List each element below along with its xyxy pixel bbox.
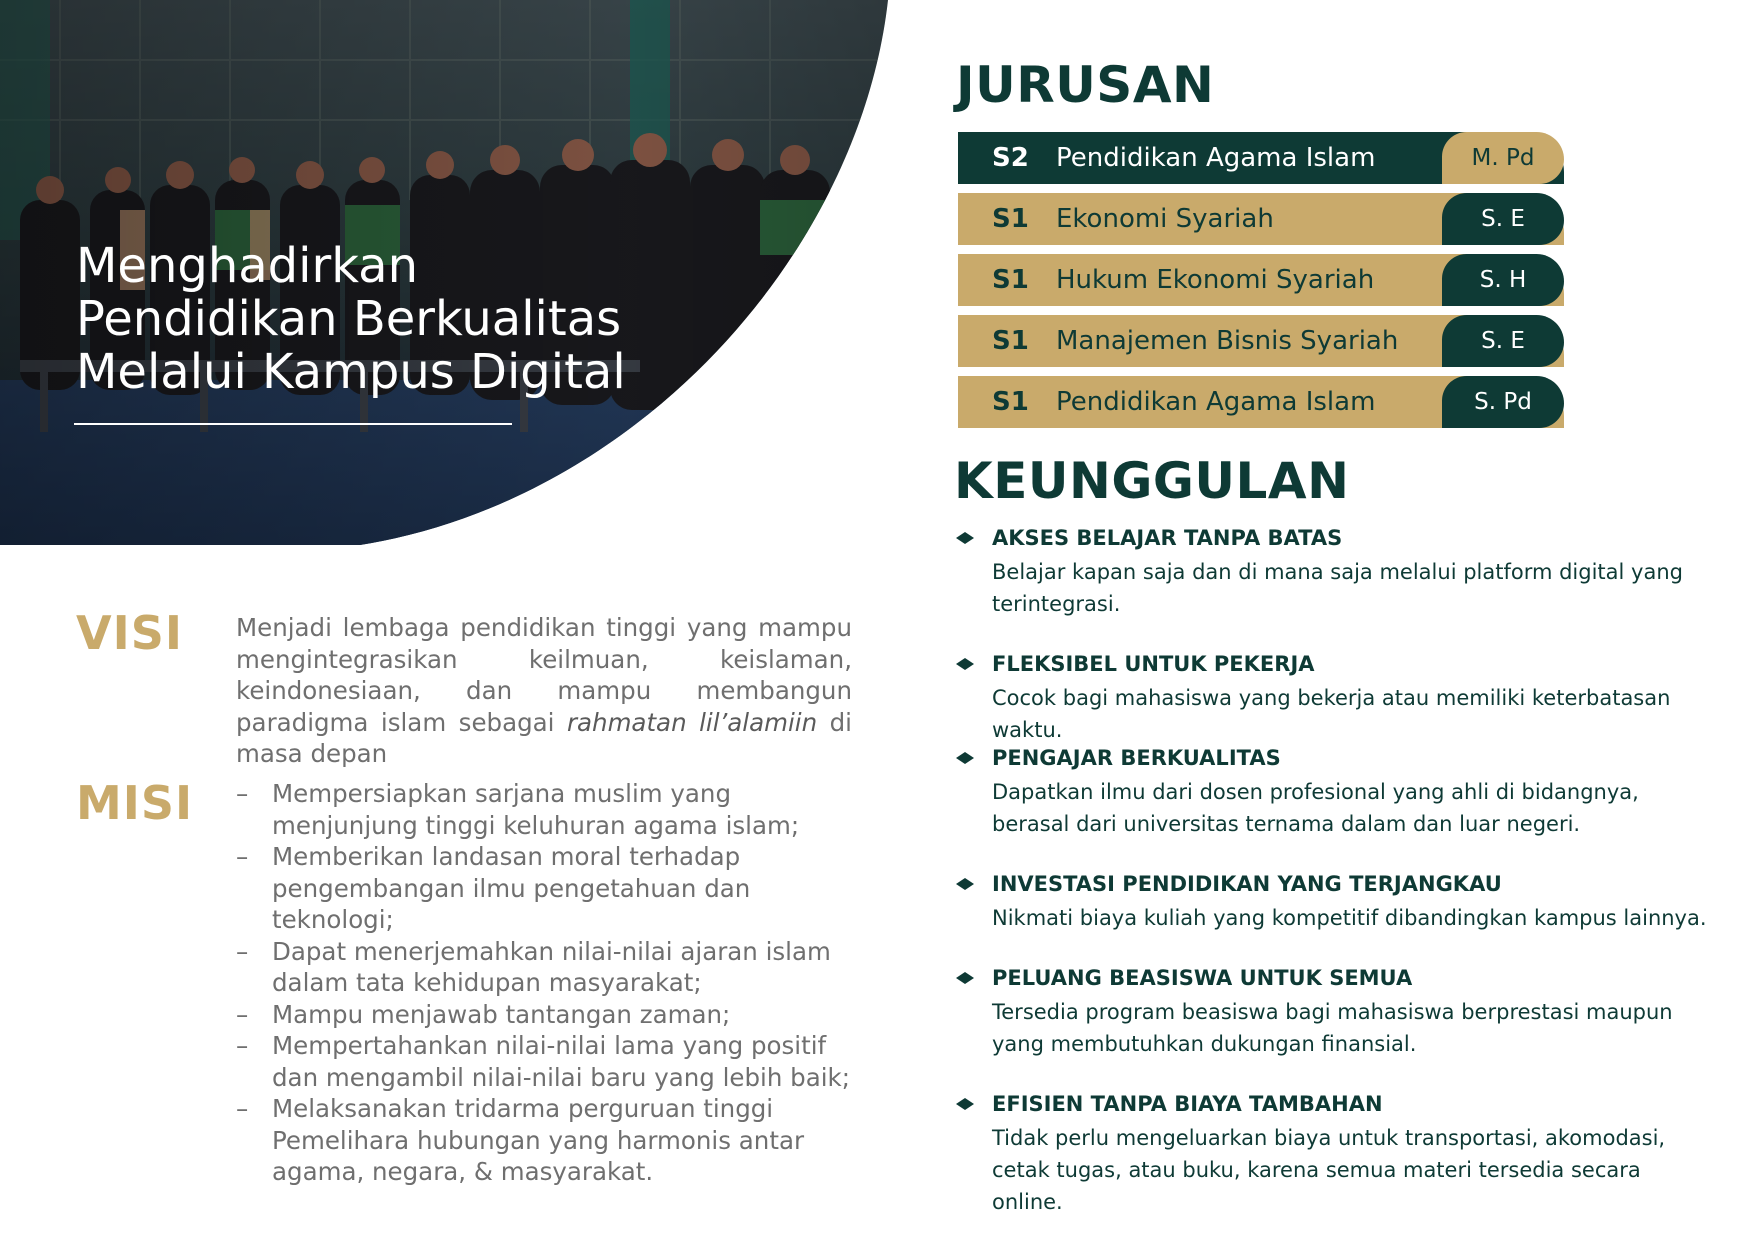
advantage-title: AKSES BELAJAR TANPA BATAS (992, 526, 1343, 550)
hero-title (76, 240, 636, 399)
program-name: Pendidikan Agama Islam (1056, 143, 1376, 173)
program-name: Manajemen Bisnis Syariah (1056, 326, 1399, 356)
hero-title-line: Menghadirkan (76, 238, 418, 294)
program-row (958, 315, 1564, 367)
misi-item (236, 999, 876, 1031)
misi-label: MISI (76, 776, 194, 830)
program-level: S1 (992, 204, 1029, 234)
advantage-desc: Dapatkan ilmu dari dosen profesional yang ahli di bidangnya, berasal dari universitas ternama dalam dan luar negeri. (992, 780, 1639, 836)
advantage-desc: Tidak perlu mengeluarkan biaya untuk transportasi, akomodasi, cetak tugas, atau buku, karena semua materi tersedia secara online. (992, 1126, 1666, 1214)
diamond-bullet-icon (956, 752, 974, 764)
misi-item (236, 778, 876, 841)
advantage-title: FLEKSIBEL UNTUK PEKERJA (992, 652, 1315, 676)
misi-item (236, 1093, 876, 1188)
visi-label: VISI (76, 606, 183, 660)
program-level: S1 (992, 265, 1029, 295)
program-degree-badge: S. H (1442, 254, 1564, 306)
program-row (958, 193, 1564, 245)
misi-item-text: Mempersiapkan sarjana muslim yang menjunjung tinggi keluhuran agama islam; (272, 779, 800, 840)
misi-item-text: Melaksanakan tridarma perguruan tinggi Pemelihara hubungan yang harmonis antar agama, negara, & masyarakat. (272, 1094, 805, 1186)
diamond-bullet-icon (956, 658, 974, 670)
keunggulan-title: KEUNGGULAN (954, 452, 1350, 510)
diamond-bullet-icon (956, 532, 974, 544)
program-name: Ekonomi Syariah (1056, 204, 1274, 234)
misi-item-text: Dapat menerjemahkan nilai-nilai ajaran islam dalam tata kehidupan masyarakat; (272, 936, 831, 997)
program-level: S1 (992, 387, 1029, 417)
advantage-desc: Tersedia program beasiswa bagi mahasiswa berprestasi maupun yang membutuhkan dukungan finansial. (992, 1000, 1673, 1056)
program-name: Pendidikan Agama Islam (1056, 387, 1376, 417)
hero-divider (74, 423, 512, 425)
hero-title-line: Melalui Kampus Digital (76, 344, 626, 400)
dash-bullet: – (236, 842, 249, 871)
advantage-title: PELUANG BEASISWA UNTUK SEMUA (992, 966, 1413, 990)
program-name: Hukum Ekonomi Syariah (1056, 265, 1375, 295)
visi-text-part: di masa depan (236, 707, 852, 768)
misi-item (236, 936, 876, 999)
diamond-bullet-icon (956, 972, 974, 984)
dash-bullet: – (236, 779, 249, 808)
dash-bullet: – (236, 1094, 249, 1123)
program-row (958, 376, 1564, 428)
program-row (958, 254, 1564, 306)
diamond-bullet-icon (956, 878, 974, 890)
advantage-desc: Nikmati biaya kuliah yang kompetitif dibandingkan kampus lainnya. (992, 906, 1707, 930)
misi-item-text: Mempertahankan nilai-nilai lama yang positif dan mengambil nilai-nilai baru yang lebih baik; (272, 1031, 850, 1092)
program-degree-badge: S. E (1442, 315, 1564, 367)
diamond-bullet-icon (956, 1098, 974, 1110)
advantage-title: EFISIEN TANPA BIAYA TAMBAHAN (992, 1092, 1383, 1116)
dash-bullet: – (236, 999, 249, 1029)
program-level: S1 (992, 326, 1029, 356)
jurusan-title: JURUSAN (956, 56, 1215, 114)
advantage-desc: Cocok bagi mahasiswa yang bekerja atau memiliki keterbatasan waktu. (992, 686, 1671, 742)
advantage-title: INVESTASI PENDIDIKAN YANG TERJANGKAU (992, 872, 1502, 896)
program-row (958, 132, 1564, 184)
program-degree-badge: M. Pd (1442, 132, 1564, 184)
misi-list (236, 778, 876, 1188)
dash-bullet: – (236, 936, 249, 966)
visi-text-italic: rahmatan lil’alamiin (566, 707, 818, 737)
visi-text-part: Menjadi lembaga pendidikan tinggi yang mampu mengintegrasikan keilmuan, keislaman, keindonesiaan, dan mampu membangun paradigma islam sebagai (236, 613, 852, 737)
misi-item (236, 1030, 876, 1093)
program-degree-badge: S. Pd (1442, 376, 1564, 428)
program-degree-badge: S. E (1442, 193, 1564, 245)
misi-item-text: Memberikan landasan moral terhadap pengembangan ilmu pengetahuan dan teknologi; (272, 842, 751, 934)
hero-title-line: Pendidikan Berkualitas (76, 291, 622, 347)
visi-text (236, 612, 852, 770)
program-level: S2 (992, 143, 1029, 173)
misi-item-text: Mampu menjawab tantangan zaman; (272, 999, 731, 1029)
advantage-desc: Belajar kapan saja dan di mana saja melalui platform digital yang terintegrasi. (992, 560, 1683, 616)
misi-item (236, 841, 876, 936)
advantage-title: PENGAJAR BERKUALITAS (992, 746, 1281, 770)
dash-bullet: – (236, 1031, 249, 1060)
